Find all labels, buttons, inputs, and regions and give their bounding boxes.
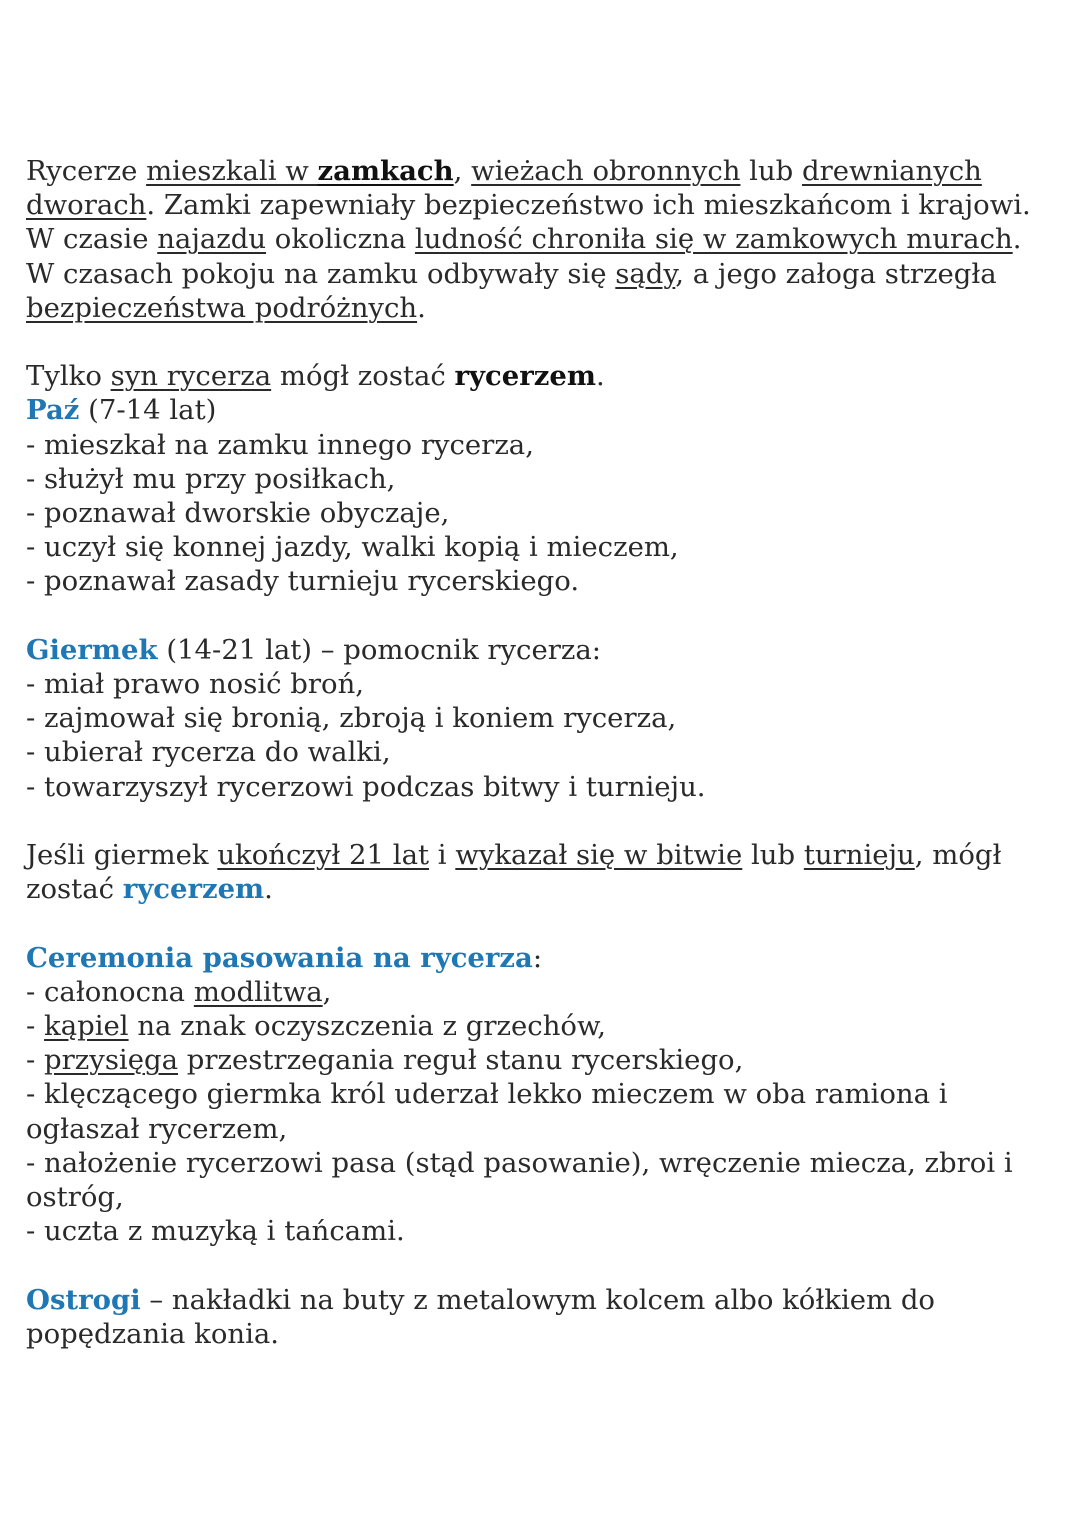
- text-span: W czasach pokoju na zamku odbywały się: [26, 257, 616, 290]
- underlined-text: dworach: [26, 189, 147, 222]
- text-span: :: [532, 941, 543, 974]
- underlined-text: drewnianych: [802, 155, 982, 187]
- list-item: - nałożenie rycerzowi pasa (stąd pasowanie), wręczenie miecza, zbroi i: [26, 1146, 1013, 1179]
- text-span: Jeśli giermek: [26, 839, 218, 872]
- text-span: W czasie: [26, 223, 158, 256]
- text-span: .: [595, 360, 605, 393]
- underlined-text: syn rycerza: [110, 360, 272, 393]
- paragraph-gap: [26, 1248, 1056, 1282]
- list-item: - uczył się konnej jazdy, walki kopią i mieczem,: [26, 531, 679, 564]
- text-span: Rycerze: [26, 155, 147, 187]
- list-item: - miał prawo nosić broń,: [26, 668, 365, 701]
- underlined-text: kąpiel: [44, 1010, 129, 1043]
- list-item: - poznawał dworskie obyczaje,: [26, 497, 450, 530]
- list-item: - poznawał zasady turnieju rycerskiego.: [26, 565, 580, 598]
- term-ceremonia: Ceremonia pasowania na rycerza: [26, 941, 533, 974]
- text-span: zostać: [26, 873, 123, 906]
- line: [26, 359, 1056, 393]
- list-item: - uczta z muzyką i tańcami.: [26, 1215, 405, 1248]
- term-giermek: Giermek: [26, 633, 158, 666]
- text-span: . Zamki zapewniały bezpieczeństwo ich mieszkańcom i krajowi.: [146, 189, 1031, 222]
- text-span: okoliczna: [266, 223, 415, 256]
- line: [26, 257, 1056, 291]
- list-item: - zajmował się bronią, zbroją i koniem rycerza,: [26, 702, 677, 735]
- bold-term-zamkach: zamkach: [317, 155, 454, 187]
- text-span: ,: [453, 155, 472, 187]
- list-item-continued: ogłaszał rycerzem,: [26, 1112, 288, 1145]
- term-paz: Paź: [26, 394, 80, 427]
- paragraph-spurs: [26, 1283, 1056, 1351]
- paragraph-ceremony: [26, 941, 1056, 1249]
- underlined-text: modlitwa: [193, 975, 323, 1008]
- underlined-text: przysięga: [44, 1044, 179, 1077]
- underlined-text: sądy: [615, 257, 676, 290]
- list-item: [26, 1043, 1056, 1077]
- line: [26, 633, 1056, 667]
- text-span: i: [429, 839, 456, 872]
- text-span: lub: [742, 839, 804, 872]
- underlined-text: wykazał się w bitwie: [455, 839, 743, 872]
- term-rycerzem: rycerzem: [122, 873, 265, 906]
- text-span: -: [26, 1010, 45, 1043]
- line: [26, 838, 1056, 872]
- paragraph-gap: [26, 804, 1056, 838]
- line: [26, 393, 1056, 427]
- underlined-text: turnieju: [803, 839, 915, 872]
- list-item: - służył mu przy posiłkach,: [26, 462, 396, 495]
- text-span: – nakładki na buty z metalowym kolcem albo kółkiem do: [140, 1283, 935, 1316]
- text-span: .: [1012, 223, 1022, 256]
- list-item: - mieszkał na zamku innego rycerza,: [26, 428, 534, 461]
- text-span: ,: [322, 975, 332, 1008]
- line: [26, 941, 1056, 975]
- line: [26, 154, 1056, 188]
- term-ostrogi: Ostrogi: [26, 1283, 141, 1316]
- text-span: , mógł: [914, 839, 1002, 872]
- underlined-text: wieżach obronnych: [471, 155, 741, 187]
- line: [26, 1283, 1056, 1317]
- line: [26, 222, 1056, 256]
- text-span: .: [417, 291, 426, 324]
- underlined-text: najazdu: [157, 223, 267, 256]
- underlined-text: ludność chroniła się w zamkowych murach: [414, 223, 1013, 256]
- list-item-continued: ostróg,: [26, 1181, 124, 1214]
- paragraph-page-boy: [26, 359, 1056, 598]
- text-span: mógł zostać: [271, 360, 455, 393]
- text-span: na znak oczyszczenia z grzechów,: [128, 1010, 606, 1043]
- text-span: -: [26, 1044, 45, 1077]
- text-span: .: [264, 873, 273, 906]
- paragraph-gap: [26, 906, 1056, 940]
- text-span: przestrzegania reguł stanu rycerskiego,: [178, 1044, 744, 1077]
- text-span: Tylko: [26, 360, 111, 393]
- text-span: , a jego załoga strzegła: [675, 257, 997, 290]
- text-span: lub: [740, 155, 803, 187]
- line: [26, 872, 1056, 906]
- paragraph-gap: [26, 325, 1056, 359]
- line: popędzania konia.: [26, 1317, 280, 1350]
- paragraph-gap: [26, 599, 1056, 633]
- text-span: (7-14 lat): [79, 394, 217, 427]
- text-span: (14-21 lat) – pomocnik rycerza:: [157, 633, 602, 666]
- list-item: [26, 975, 1056, 1009]
- list-item: - towarzyszył rycerzowi podczas bitwy i turnieju.: [26, 770, 706, 803]
- paragraph-squire: [26, 633, 1056, 804]
- text-span: - całonocna: [26, 975, 194, 1008]
- line: [26, 188, 1056, 222]
- paragraph-becoming-knight: [26, 838, 1056, 906]
- list-item: [26, 1009, 1056, 1043]
- document-page: [26, 154, 1056, 1351]
- line: [26, 291, 1056, 325]
- bold-term-rycerzem: rycerzem: [454, 360, 596, 393]
- underlined-text: ukończył 21 lat: [217, 839, 430, 872]
- underlined-text: bezpieczeństwa podróżnych: [26, 291, 418, 324]
- paragraph-castles: [26, 154, 1056, 325]
- underlined-text: mieszkali w: [146, 155, 318, 187]
- list-item: - klęczącego giermka król uderzał lekko mieczem w oba ramiona i: [26, 1078, 948, 1111]
- list-item: - ubierał rycerza do walki,: [26, 736, 391, 769]
